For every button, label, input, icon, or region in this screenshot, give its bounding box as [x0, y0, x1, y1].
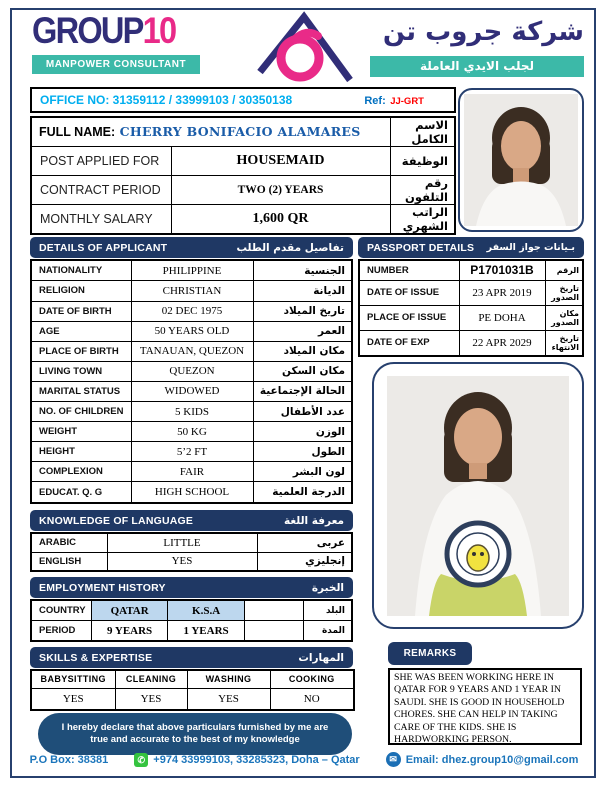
field-label: COMPLEXION: [31, 462, 131, 482]
field-label: WEIGHT: [31, 422, 131, 442]
passport-number: P1701031B: [459, 260, 545, 280]
section-title-arabic: معرفة اللغة: [284, 514, 344, 527]
section-title: EMPLOYMENT HISTORY: [39, 581, 166, 594]
field-label: COUNTRY: [31, 600, 91, 621]
field-value: PE DOHA: [459, 305, 545, 330]
field-value: 5’2 FT: [131, 442, 253, 462]
logo-group-text: GROUP: [32, 10, 143, 51]
applicant-fullbody-photo: [387, 376, 569, 616]
field-value: FAIR: [131, 462, 253, 482]
field-label: RELIGION: [31, 281, 131, 301]
field-value: TWO (2) YEARS: [171, 176, 390, 205]
field-arabic: عدد الأطفال: [253, 402, 352, 422]
field-arabic: مكان الميلاد: [253, 341, 352, 361]
company-subtitle-arabic-band: لجلب الايدي العاملة: [370, 56, 584, 77]
section-title-arabic: المهارات: [298, 651, 344, 664]
skill-value: YES: [115, 688, 187, 710]
field-label: PERIOD: [31, 621, 91, 642]
field-arabic: الراتب الشهري: [390, 205, 455, 235]
field-arabic: العمر: [253, 321, 352, 341]
section-title-arabic: تفاصيل مقدم الطلب: [236, 241, 344, 254]
field-label: EDUCAT. Q. G: [31, 482, 131, 503]
field-arabic: تاريخ الانتهاء: [545, 330, 583, 356]
applicant-headshot-frame: [458, 88, 584, 232]
field-value: 50 YEARS OLD: [131, 321, 253, 341]
skill-value: YES: [187, 688, 270, 710]
field-arabic: الدرجة العلمية: [253, 482, 352, 503]
field-value: 02 DEC 1975: [131, 301, 253, 321]
passport-table: [358, 259, 584, 357]
field-label: PLACE OF BIRTH: [31, 341, 131, 361]
field-label: DATE OF ISSUE: [359, 280, 459, 305]
field-arabic: إنجليزي: [257, 552, 352, 571]
footer: [20, 752, 588, 767]
company-emblem-icon: [250, 10, 358, 86]
logo-10-text: 10: [142, 10, 176, 51]
field-value: HIGH SCHOOL: [131, 482, 253, 503]
phone-numbers: +974 33999103, 33285323, Doha – Qatar: [153, 753, 360, 766]
field-value: YES: [107, 552, 257, 571]
field-arabic: تاريخ الصدور: [545, 280, 583, 305]
section-title: SKILLS & EXPERTISE: [39, 651, 153, 664]
field-arabic: عربى: [257, 533, 352, 552]
phone-block: [134, 753, 359, 767]
group10-logo: [32, 10, 195, 51]
section-title: PASSPORT DETAILS: [367, 241, 475, 254]
field-label: DATE OF EXP: [359, 330, 459, 356]
field-arabic: مكان السكن: [253, 361, 352, 381]
company-name-arabic: شركة جروب تن: [382, 17, 584, 47]
field-arabic: رقم التلفون: [390, 176, 455, 205]
employment-country-2: K.S.A: [168, 600, 244, 621]
field-arabic: الطول: [253, 442, 352, 462]
section-header-language: [30, 510, 353, 531]
full-name-value: CHERRY BONIFACIO ALAMARES: [119, 124, 361, 139]
full-name-arabic: الاسم الكامل: [390, 117, 455, 147]
field-value: WIDOWED: [131, 381, 253, 401]
field-arabic: المدة: [304, 621, 352, 642]
field-label: NATIONALITY: [31, 260, 131, 281]
ref-block: [364, 91, 424, 109]
office-numbers: OFFICE NO: 31359112 / 33999103 / 30350138: [40, 93, 293, 107]
skill-header: BABYSITTING: [31, 670, 115, 688]
section-header-passport: [358, 237, 584, 258]
field-label: NUMBER: [359, 260, 459, 280]
skill-header: CLEANING: [115, 670, 187, 688]
employment-period-3: [244, 621, 303, 642]
applicant-fullbody-frame: [372, 362, 584, 629]
skill-header: WASHING: [187, 670, 270, 688]
employment-country-3: [244, 600, 303, 621]
declaration-pill: I hereby declare that above particulars furnished by me are true and accurate to the best of my knowledge: [38, 713, 352, 755]
field-label: CONTRACT PERIOD: [31, 176, 171, 205]
field-label: POST APPLIED FOR: [31, 147, 171, 176]
whatsapp-icon: ✆: [134, 753, 148, 767]
skill-header: COOKING: [270, 670, 354, 688]
email-icon: ✉: [386, 752, 401, 767]
field-value: 23 APR 2019: [459, 280, 545, 305]
applicant-headshot-photo: [464, 94, 578, 226]
employment-table: [30, 599, 353, 642]
applicant-table: [30, 259, 353, 504]
field-arabic: مكان الصدور: [545, 305, 583, 330]
field-label: DATE OF BIRTH: [31, 301, 131, 321]
profile-table: [30, 116, 456, 235]
field-value: LITTLE: [107, 533, 257, 552]
language-table: [30, 532, 353, 572]
remarks-title: REMARKS: [388, 642, 472, 665]
field-label: HEIGHT: [31, 442, 131, 462]
full-name-label: FULL NAME:: [39, 125, 116, 139]
field-value: TANAUAN, QUEZON: [131, 341, 253, 361]
field-arabic: الرقم: [545, 260, 583, 280]
field-value: 50 KG: [131, 422, 253, 442]
pobox: P.O Box: 38381: [29, 753, 109, 766]
field-value: HOUSEMAID: [171, 147, 390, 176]
field-label: NO. OF CHILDREN: [31, 402, 131, 422]
section-title-arabic: الخبرة: [311, 581, 344, 594]
field-arabic: الديانة: [253, 281, 352, 301]
field-arabic: الوزن: [253, 422, 352, 442]
field-label: MARITAL STATUS: [31, 381, 131, 401]
logo-subtitle-band: MANPOWER CONSULTANT: [32, 55, 200, 74]
section-header-applicant: [30, 237, 353, 258]
field-arabic: تاريخ الميلاد: [253, 301, 352, 321]
field-arabic: الحالة الإجتماعية: [253, 381, 352, 401]
field-arabic: البلد: [304, 600, 352, 621]
field-value: PHILIPPINE: [131, 260, 253, 281]
ref-label: Ref:: [364, 95, 386, 107]
field-label: MONTHLY SALARY: [31, 205, 171, 235]
section-header-skills: [30, 647, 353, 668]
remarks-text: SHE WAS BEEN WORKING HERE IN QATAR FOR 9 YEARS AND 1 YEAR IN SAUDI. SHE IS GOOD IN HOUSEHOLD CHORES. SHE CAN HELP IN TAKING CARE OF THE KIDS. SHE IS HARDWORKING PERSON.: [388, 668, 582, 745]
email-block: [386, 752, 579, 767]
skill-value: YES: [31, 688, 115, 710]
section-title: KNOWLEDGE OF LANGUAGE: [39, 514, 194, 527]
field-label: ENGLISH: [31, 552, 107, 571]
field-value: 22 APR 2029: [459, 330, 545, 356]
section-title-arabic: بـيانات جواز السفر: [486, 242, 575, 253]
logo-text: [32, 10, 176, 51]
employment-period-2: 1 YEARS: [168, 621, 244, 642]
field-value: QUEZON: [131, 361, 253, 381]
skills-table: [30, 669, 355, 711]
employment-country-1: QATAR: [91, 600, 167, 621]
office-number-bar: [30, 87, 456, 113]
field-label: ARABIC: [31, 533, 107, 552]
field-label: LIVING TOWN: [31, 361, 131, 381]
section-header-employment: [30, 577, 353, 598]
ref-value: JJ-GRT: [390, 96, 424, 107]
field-value: 5 KIDS: [131, 402, 253, 422]
field-arabic: الوظيفة: [390, 147, 455, 176]
email-address: Email: dhez.group10@gmail.com: [405, 753, 579, 766]
field-arabic: الجنسية: [253, 260, 352, 281]
employment-period-1: 9 YEARS: [91, 621, 167, 642]
field-value: CHRISTIAN: [131, 281, 253, 301]
section-title: DETAILS OF APPLICANT: [39, 241, 168, 254]
field-label: PLACE OF ISSUE: [359, 305, 459, 330]
field-value: 1,600 QR: [171, 205, 390, 235]
skill-value: NO: [270, 688, 354, 710]
field-arabic: لون البشر: [253, 462, 352, 482]
full-name-cell: [31, 117, 390, 147]
field-label: AGE: [31, 321, 131, 341]
